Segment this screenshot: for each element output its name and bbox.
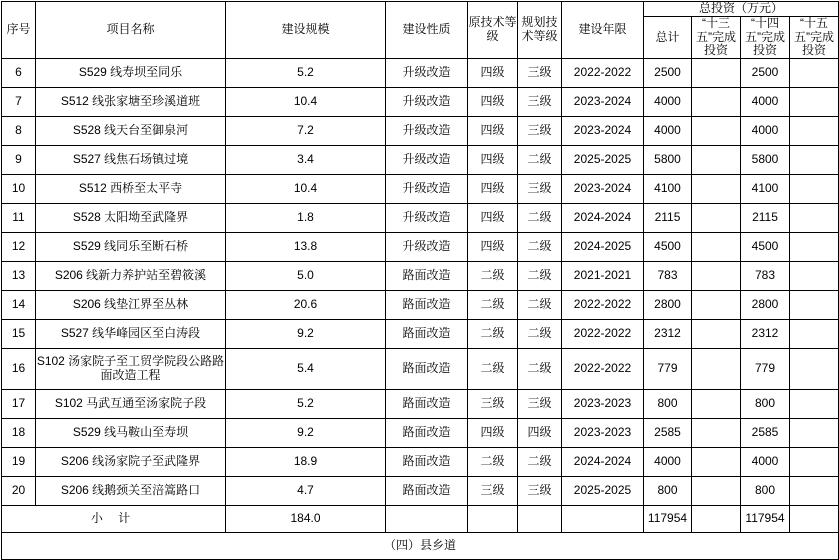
cell-plan-135 [692, 320, 741, 349]
cell-plan-145: 783 [741, 262, 790, 291]
cell-plan-135 [692, 175, 741, 204]
cell-plan-135 [692, 448, 741, 477]
table-row [2, 204, 839, 233]
cell-name: S206 线新力养护站至碧筱溪 [36, 262, 226, 291]
table-row [2, 291, 839, 320]
cell-index: 6 [2, 59, 36, 88]
cell-plan-145: 800 [741, 477, 790, 506]
cell-plan-level: 三级 [518, 390, 562, 419]
road-project-table [1, 1, 839, 560]
cell-plan-level: 二级 [518, 448, 562, 477]
summary-p145: 117954 [741, 506, 790, 533]
table-row [2, 233, 839, 262]
cell-scale: 5.2 [226, 59, 386, 88]
cell-plan-level: 三级 [518, 175, 562, 204]
cell-plan-145: 4000 [741, 448, 790, 477]
table-body [2, 59, 839, 560]
cell-scale: 3.4 [226, 146, 386, 175]
table-row [2, 477, 839, 506]
cell-scale: 1.8 [226, 204, 386, 233]
cell-years: 2023-2024 [562, 117, 644, 146]
cell-tech-level: 四级 [468, 59, 518, 88]
table-row [2, 117, 839, 146]
table-row [2, 88, 839, 117]
section-row [2, 533, 839, 560]
cell-scale: 5.0 [226, 262, 386, 291]
cell-plan-135 [692, 291, 741, 320]
header-name: 项目名称 [36, 2, 226, 59]
header-tech-level: 原技术等级 [468, 2, 518, 59]
cell-scale: 10.4 [226, 88, 386, 117]
cell-nature: 升级改造 [386, 59, 468, 88]
cell-tech-level: 四级 [468, 233, 518, 262]
cell-plan-135 [692, 146, 741, 175]
cell-years: 2024-2025 [562, 233, 644, 262]
cell-tech-level: 二级 [468, 320, 518, 349]
table-row [2, 448, 839, 477]
header-index: 序号 [2, 2, 36, 59]
cell-scale: 7.2 [226, 117, 386, 146]
table-row [2, 175, 839, 204]
summary-label: 小 计 [2, 506, 226, 533]
cell-nature: 升级改造 [386, 88, 468, 117]
cell-scale: 9.2 [226, 320, 386, 349]
cell-years: 2025-2025 [562, 146, 644, 175]
cell-plan-155 [790, 448, 839, 477]
cell-plan-level: 二级 [518, 233, 562, 262]
cell-plan-145: 4000 [741, 88, 790, 117]
cell-plan-145: 2585 [741, 419, 790, 448]
cell-plan-155 [790, 233, 839, 262]
summary-scale: 184.0 [226, 506, 386, 533]
cell-name: S102 马武互通至汤家院子段 [36, 390, 226, 419]
header-scale: 建设规模 [226, 2, 386, 59]
cell-tech-level: 四级 [468, 175, 518, 204]
summary-years [562, 506, 644, 533]
cell-plan-level: 三级 [518, 117, 562, 146]
table-row [2, 146, 839, 175]
cell-plan-155 [790, 59, 839, 88]
cell-plan-level: 二级 [518, 291, 562, 320]
cell-tech-level: 四级 [468, 88, 518, 117]
cell-index: 18 [2, 419, 36, 448]
cell-tech-level: 二级 [468, 291, 518, 320]
cell-total: 800 [644, 390, 692, 419]
cell-plan-135 [692, 204, 741, 233]
cell-nature: 路面改造 [386, 390, 468, 419]
cell-plan-145: 2500 [741, 59, 790, 88]
cell-plan-level: 三级 [518, 477, 562, 506]
cell-plan-145: 779 [741, 349, 790, 390]
cell-scale: 4.7 [226, 477, 386, 506]
cell-plan-135 [692, 477, 741, 506]
cell-years: 2023-2024 [562, 88, 644, 117]
cell-years: 2024-2024 [562, 448, 644, 477]
cell-plan-145: 2312 [741, 320, 790, 349]
cell-total: 2312 [644, 320, 692, 349]
cell-plan-135 [692, 349, 741, 390]
cell-plan-level: 二级 [518, 204, 562, 233]
cell-nature: 路面改造 [386, 320, 468, 349]
cell-total: 4100 [644, 175, 692, 204]
cell-total: 2800 [644, 291, 692, 320]
cell-nature: 路面改造 [386, 291, 468, 320]
cell-plan-155 [790, 419, 839, 448]
cell-name: S528 线天台至御泉河 [36, 117, 226, 146]
cell-index: 11 [2, 204, 36, 233]
cell-plan-135 [692, 262, 741, 291]
cell-index: 13 [2, 262, 36, 291]
cell-plan-135 [692, 88, 741, 117]
cell-nature: 升级改造 [386, 204, 468, 233]
table-row [2, 390, 839, 419]
cell-nature: 升级改造 [386, 117, 468, 146]
summary-tech [468, 506, 518, 533]
cell-plan-145: 2115 [741, 204, 790, 233]
cell-plan-155 [790, 175, 839, 204]
summary-total: 117954 [644, 506, 692, 533]
cell-plan-135 [692, 390, 741, 419]
cell-name: S529 线马鞍山至寿坝 [36, 419, 226, 448]
cell-nature: 路面改造 [386, 477, 468, 506]
cell-years: 2022-2022 [562, 59, 644, 88]
cell-total: 783 [644, 262, 692, 291]
cell-scale: 20.6 [226, 291, 386, 320]
cell-nature: 路面改造 [386, 349, 468, 390]
cell-tech-level: 三级 [468, 390, 518, 419]
cell-index: 17 [2, 390, 36, 419]
table-row [2, 262, 839, 291]
cell-plan-135 [692, 59, 741, 88]
cell-total: 4000 [644, 88, 692, 117]
cell-plan-135 [692, 117, 741, 146]
header-plan-135: “十三五”完成投资 [692, 16, 741, 58]
cell-tech-level: 三级 [468, 477, 518, 506]
cell-plan-155 [790, 204, 839, 233]
header-years: 建设年限 [562, 2, 644, 59]
cell-plan-145: 4500 [741, 233, 790, 262]
cell-total: 4500 [644, 233, 692, 262]
cell-tech-level: 二级 [468, 448, 518, 477]
cell-plan-155 [790, 117, 839, 146]
cell-scale: 9.2 [226, 419, 386, 448]
cell-name: S512 线张家塘至珍溪道班 [36, 88, 226, 117]
cell-scale: 10.4 [226, 175, 386, 204]
cell-total: 2585 [644, 419, 692, 448]
cell-scale: 5.2 [226, 390, 386, 419]
cell-nature: 升级改造 [386, 233, 468, 262]
summary-plan [518, 506, 562, 533]
cell-plan-level: 二级 [518, 349, 562, 390]
cell-index: 16 [2, 349, 36, 390]
cell-name: S527 线焦石场镇过境 [36, 146, 226, 175]
cell-total: 4000 [644, 448, 692, 477]
cell-total: 4000 [644, 117, 692, 146]
cell-plan-145: 5800 [741, 146, 790, 175]
cell-name: S206 线汤家院子至武隆界 [36, 448, 226, 477]
cell-years: 2025-2025 [562, 477, 644, 506]
cell-total: 2115 [644, 204, 692, 233]
cell-tech-level: 二级 [468, 349, 518, 390]
header-plan-145: “十四五”完成投资 [741, 16, 790, 58]
summary-row [2, 506, 839, 533]
cell-nature: 路面改造 [386, 262, 468, 291]
cell-plan-135 [692, 419, 741, 448]
cell-index: 7 [2, 88, 36, 117]
table-header-row-1 [2, 2, 839, 17]
cell-index: 9 [2, 146, 36, 175]
cell-plan-level: 三级 [518, 88, 562, 117]
cell-plan-155 [790, 262, 839, 291]
header-total: 总计 [644, 16, 692, 58]
table-row [2, 320, 839, 349]
summary-p135 [692, 506, 741, 533]
cell-nature: 路面改造 [386, 419, 468, 448]
cell-tech-level: 四级 [468, 117, 518, 146]
cell-plan-135 [692, 233, 741, 262]
cell-scale: 5.4 [226, 349, 386, 390]
cell-years: 2022-2022 [562, 291, 644, 320]
cell-plan-155 [790, 390, 839, 419]
table-row [2, 349, 839, 390]
cell-years: 2022-2022 [562, 349, 644, 390]
cell-tech-level: 四级 [468, 204, 518, 233]
cell-scale: 18.9 [226, 448, 386, 477]
cell-total: 5800 [644, 146, 692, 175]
cell-plan-level: 二级 [518, 146, 562, 175]
cell-name: S512 西桥至太平寺 [36, 175, 226, 204]
cell-plan-155 [790, 320, 839, 349]
cell-index: 20 [2, 477, 36, 506]
cell-name: S206 线鹅颈关至涪篙路口 [36, 477, 226, 506]
summary-nature [386, 506, 468, 533]
cell-name: S528 太阳坳至武隆界 [36, 204, 226, 233]
cell-name: S527 线华峰园区至白涛段 [36, 320, 226, 349]
cell-name: S529 线寿坝至同乐 [36, 59, 226, 88]
cell-nature: 升级改造 [386, 146, 468, 175]
cell-plan-145: 2800 [741, 291, 790, 320]
cell-plan-155 [790, 146, 839, 175]
cell-years: 2021-2021 [562, 262, 644, 291]
cell-total: 800 [644, 477, 692, 506]
cell-index: 12 [2, 233, 36, 262]
cell-plan-level: 三级 [518, 59, 562, 88]
cell-scale: 13.8 [226, 233, 386, 262]
cell-plan-145: 4000 [741, 117, 790, 146]
cell-name: S206 线垫江界至丛林 [36, 291, 226, 320]
cell-total: 2500 [644, 59, 692, 88]
cell-plan-level: 四级 [518, 419, 562, 448]
cell-years: 2023-2023 [562, 390, 644, 419]
cell-name: S529 线同乐至断石桥 [36, 233, 226, 262]
cell-plan-155 [790, 349, 839, 390]
header-nature: 建设性质 [386, 2, 468, 59]
cell-years: 2024-2024 [562, 204, 644, 233]
cell-plan-145: 800 [741, 390, 790, 419]
header-investment-group: 总投资（万元） [644, 2, 839, 17]
cell-plan-145: 4100 [741, 175, 790, 204]
cell-plan-level: 二级 [518, 320, 562, 349]
cell-index: 8 [2, 117, 36, 146]
table-row [2, 59, 839, 88]
cell-total: 779 [644, 349, 692, 390]
cell-tech-level: 四级 [468, 419, 518, 448]
cell-index: 10 [2, 175, 36, 204]
cell-plan-level: 二级 [518, 262, 562, 291]
cell-nature: 路面改造 [386, 448, 468, 477]
header-plan-level: 规划技术等级 [518, 2, 562, 59]
section-label: （四）县乡道 [2, 533, 839, 560]
cell-tech-level: 二级 [468, 262, 518, 291]
cell-name: S102 汤家院子至工贸学院段公路路面改造工程 [36, 349, 226, 390]
cell-nature: 升级改造 [386, 175, 468, 204]
cell-plan-155 [790, 291, 839, 320]
cell-plan-155 [790, 88, 839, 117]
table-row [2, 419, 839, 448]
summary-p155 [790, 506, 839, 533]
header-plan-155: “十五五”完成投资 [790, 16, 839, 58]
cell-index: 14 [2, 291, 36, 320]
cell-tech-level: 四级 [468, 146, 518, 175]
cell-years: 2023-2024 [562, 175, 644, 204]
cell-index: 15 [2, 320, 36, 349]
cell-plan-155 [790, 477, 839, 506]
cell-years: 2023-2023 [562, 419, 644, 448]
cell-years: 2022-2022 [562, 320, 644, 349]
cell-index: 19 [2, 448, 36, 477]
